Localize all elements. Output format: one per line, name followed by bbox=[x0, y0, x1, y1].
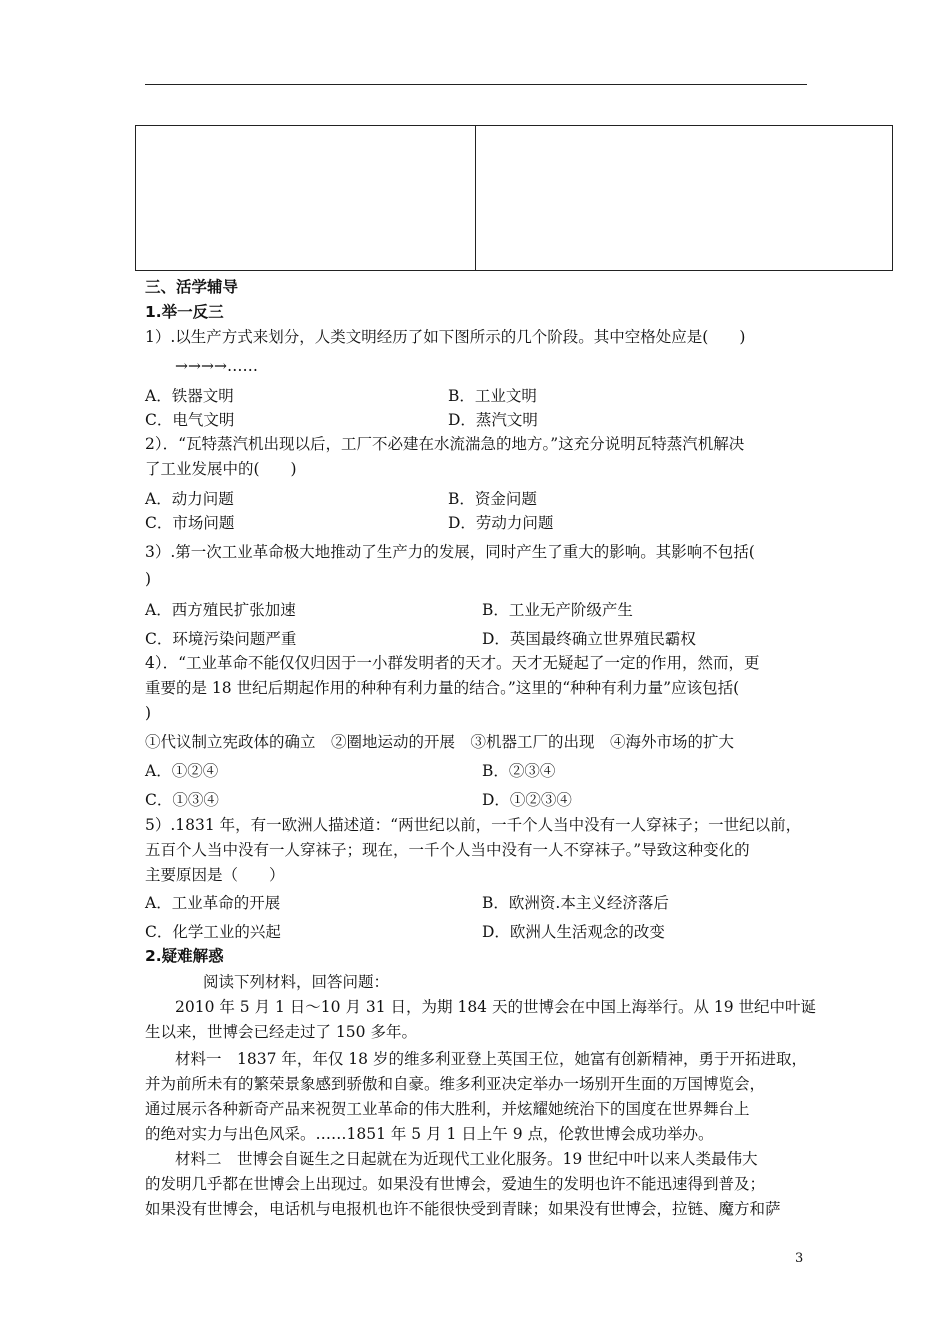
question-2-stem-line-2: 了工业发展中的( ) bbox=[145, 460, 297, 478]
question-4-options-row-1 bbox=[145, 760, 815, 782]
material-1-line-1: 材料一 1837 年，年仅 18 岁的维多利亚登上英国王位，她富有创新精神，勇于开拓进取， bbox=[175, 1050, 807, 1068]
option-c: C．电气文明 bbox=[145, 411, 235, 429]
blank-answer-table bbox=[135, 125, 893, 271]
question-1-options-row-2 bbox=[145, 409, 815, 431]
section-title: 三、活学辅导 bbox=[145, 278, 239, 296]
question-3-options-row-2 bbox=[145, 628, 815, 650]
question-2-options-row-1 bbox=[145, 488, 815, 510]
question-3-options-row-1 bbox=[145, 599, 815, 621]
material-2-line-2: 的发明几乎都在世博会上出现过。如果没有世博会，爱迪生的发明也许不能迅速得到普及； bbox=[145, 1175, 766, 1193]
option-a: A．铁器文明 bbox=[145, 387, 234, 405]
option-d: D．劳动力问题 bbox=[448, 514, 554, 532]
option-b: B．工业无产阶级产生 bbox=[482, 601, 633, 619]
reading-intro: 阅读下列材料，回答问题： bbox=[203, 973, 390, 991]
option-c: C．环境污染问题严重 bbox=[145, 630, 297, 648]
material-1-line-3: 通过展示各种新奇产品来祝贺工业革命的伟大胜利，并炫耀她统治下的国度在世界舞台上 bbox=[145, 1100, 750, 1118]
reading-paragraph-1-line-2: 生以来，世博会已经走过了 150 多年。 bbox=[145, 1023, 417, 1041]
option-a: A．西方殖民扩张加速 bbox=[145, 601, 296, 619]
option-b: B．资金问题 bbox=[448, 490, 537, 508]
option-a: A．工业革命的开展 bbox=[145, 894, 281, 912]
option-a: A．动力问题 bbox=[145, 490, 234, 508]
subsection-title-1: 1.举一反三 bbox=[145, 303, 224, 321]
option-c: C．①③④ bbox=[145, 791, 219, 809]
question-2-stem-line-1: 2）．“瓦特蒸汽机出现以后，工厂不必建在水流湍急的地方。”这充分说明瓦特蒸汽机解决 bbox=[145, 435, 745, 453]
option-c: C．市场问题 bbox=[145, 514, 235, 532]
subsection-title-2: 2.疑难解惑 bbox=[145, 947, 224, 965]
question-5-stem-line-2: 五百个人当中没有一人穿袜子；现在，一千个人当中没有一人不穿袜子。”导致这种变化的 bbox=[145, 841, 750, 859]
question-4-items: ①代议制立宪政体的确立 ②圈地运动的开展 ③机器工厂的出现 ④海外市场的扩大 bbox=[145, 733, 735, 751]
option-d: D．蒸汽文明 bbox=[448, 411, 538, 429]
question-5-stem-line-3: 主要原因是（ ） bbox=[145, 866, 285, 884]
material-2-line-1: 材料二 世博会自诞生之日起就在为近现代工业化服务。19 世纪中叶以来人类最伟大 bbox=[175, 1150, 758, 1168]
question-3-stem-line-1: 3）.第一次工业革命极大地推动了生产力的发展，同时产生了重大的影响。其影响不包括( bbox=[145, 543, 755, 561]
page-number: 3 bbox=[795, 1251, 804, 1266]
material-1-line-4: 的绝对实力与出色风采。……1851 年 5 月 1 日上午 9 点，伦敦世博会成功举办。 bbox=[145, 1125, 714, 1143]
question-4-stem-line-3: ) bbox=[145, 704, 152, 722]
option-c: C．化学工业的兴起 bbox=[145, 923, 281, 941]
question-1-stem: 1）.以生产方式来划分，人类文明经历了如下图所示的几个阶段。其中空格处应是( ) bbox=[145, 328, 746, 346]
question-4-options-row-2 bbox=[145, 789, 815, 811]
question-4-stem-line-1: 4）．“工业革命不能仅仅归因于一小群发明者的天才。天才无疑起了一定的作用，然而，更 bbox=[145, 654, 760, 672]
reading-paragraph-1-line-1: 2010 年 5 月 1 日～10 月 31 日，为期 184 天的世博会在中国上海举行。从 19 世纪中叶诞 bbox=[175, 998, 817, 1016]
question-4-stem-line-2: 重要的是 18 世纪后期起作用的种种有利力量的结合。”这里的“种种有利力量”应该包括( bbox=[145, 679, 740, 697]
question-5-stem-line-1: 5）.1831 年，有一欧洲人描述道：“两世纪以前，一千个人当中没有一人穿袜子；一世纪以前， bbox=[145, 816, 802, 834]
material-1-line-2: 并为前所未有的繁荣景象感到骄傲和自豪。维多利亚决定举办一场别开生面的万国博览会， bbox=[145, 1075, 766, 1093]
option-a: A．①②④ bbox=[145, 762, 219, 780]
option-d: D．英国最终确立世界殖民霸权 bbox=[482, 630, 696, 648]
question-5-options-row-1 bbox=[145, 892, 815, 914]
question-3-stem-line-2: ) bbox=[145, 570, 152, 588]
question-5-options-row-2 bbox=[145, 921, 815, 943]
table-cell-left bbox=[136, 126, 476, 270]
question-1-arrows: →→→→…… bbox=[175, 357, 258, 375]
option-b: B．②③④ bbox=[482, 762, 556, 780]
option-b: B．工业文明 bbox=[448, 387, 537, 405]
option-b: B．欧洲资.本主义经济落后 bbox=[482, 894, 669, 912]
question-2-options-row-2 bbox=[145, 512, 815, 534]
option-d: D．①②③④ bbox=[482, 791, 572, 809]
option-d: D．欧洲人生活观念的改变 bbox=[482, 923, 665, 941]
material-2-line-3: 如果没有世博会，电话机与电报机也许不能很快受到青睐；如果没有世博会，拉链、魔方和萨 bbox=[145, 1200, 781, 1218]
table-cell-right bbox=[476, 126, 892, 270]
question-1-options-row-1 bbox=[145, 385, 815, 407]
header-rule bbox=[145, 84, 807, 85]
